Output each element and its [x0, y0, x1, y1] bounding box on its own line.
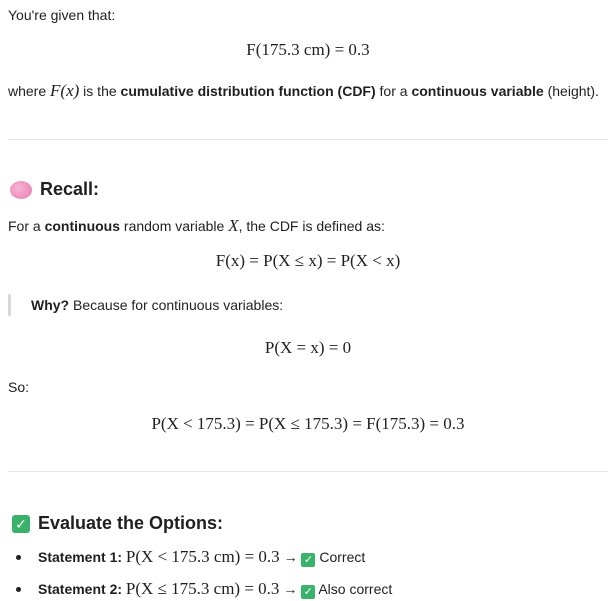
bullet — [16, 587, 21, 592]
list-item: Statement 1: P(X < 175.3 cm) = 0.3 → ✓ Correct — [38, 547, 366, 566]
continuous-variable-term: continuous variable — [411, 83, 544, 99]
check-mark-icon: ✓ — [301, 585, 315, 599]
list-item: Statement 2: P(X ≤ 175.3 cm) = 0.3 → ✓ Also correct — [38, 579, 393, 598]
fx-symbol: F(x) — [50, 81, 80, 100]
equation-point-prob: P(X = x) = 0 — [264, 338, 352, 357]
evaluate-heading: ✓ Evaluate the Options: — [12, 513, 223, 534]
blockquote-bar — [8, 294, 11, 316]
brain-icon — [10, 181, 32, 199]
verdict-label: Correct — [319, 549, 366, 565]
given-text: You're given that: — [8, 7, 116, 23]
cdf-term: cumulative distribution function (CDF) — [120, 83, 376, 99]
check-mark-icon: ✓ — [301, 553, 315, 567]
equation-cdf-definition: F(x) = P(X ≤ x) = P(X < x) — [215, 251, 401, 270]
so-label: So: — [8, 379, 30, 395]
recall-line: For a continuous random variable X, the CDF is defined as: — [8, 216, 385, 235]
why-line: Why? Because for continuous variables: — [31, 297, 284, 313]
check-mark-icon: ✓ — [12, 515, 30, 533]
recall-heading: Recall: — [10, 179, 99, 200]
statement-math: P(X < 175.3 cm) = 0.3 — [125, 547, 280, 566]
divider — [8, 139, 608, 140]
statement-math: P(X ≤ 175.3 cm) = 0.3 — [125, 579, 280, 598]
equation-result: P(X < 175.3) = P(X ≤ 175.3) = F(175.3) = 0.3 — [151, 414, 465, 433]
divider — [8, 471, 608, 472]
equation-given: F(175.3 cm) = 0.3 — [246, 40, 370, 59]
verdict-label: Also correct — [318, 581, 393, 597]
where-line: where F(x) is the cumulative distribution function (CDF) for a continuous variable (height). — [8, 81, 599, 100]
bullet — [16, 555, 21, 560]
